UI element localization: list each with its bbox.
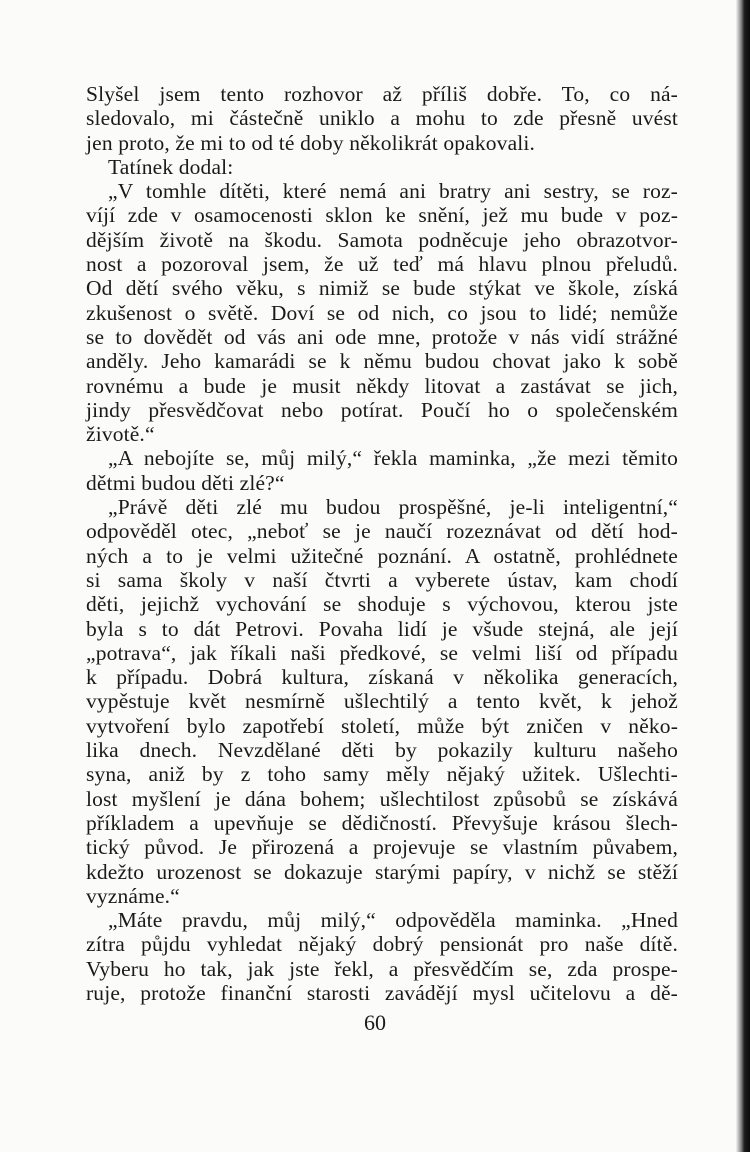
text-line: Slyšel jsem tento rozhovor až příliš dobře. To, co ná- — [86, 82, 678, 106]
text-line: anděly. Jeho kamarádi se k němu budou chovat jako k sobě — [86, 349, 678, 374]
text-line: vytvoření bylo zapotřebí století, může být zničen v něko- — [86, 713, 678, 738]
text-line: dějším životě na škodu. Samota podněcuje jeho obrazotvor- — [86, 227, 678, 252]
text-line: děti, jejichž vychování se shoduje s výchovou, kterou jste — [86, 592, 678, 617]
text-line: „potrava“, jak říkali naši předkové, se velmi liší od případu — [86, 640, 678, 665]
text-line: vypěstuje květ nesmírně ušlechtilý a tento květ, k jehož — [86, 689, 678, 714]
text-line: k případu. Dobrá kultura, získaná v několika generacích, — [86, 665, 678, 690]
text-line: syna, aniž by z toho samy měly nějaký užitek. Ušlechti- — [86, 762, 678, 787]
text-line: zítra půjdu vyhledat nějaký dobrý pensionát pro naše dítě. — [86, 932, 678, 957]
text-line: Tatínek dodal: — [108, 154, 234, 179]
text-line: sledovalo, mi částečně uniklo a mohu to zde přesně uvést — [86, 106, 678, 131]
text-line: jen proto, že mi to od té doby několikrát opakovali. — [86, 130, 536, 155]
text-line: kdežto urozenost se dokazuje starými papíry, v nichž se stěží — [86, 859, 678, 884]
text-line: nost a pozoroval jsem, že už teď má hlavu plnou přeludů. — [86, 252, 678, 277]
text-line: příkladem a upevňuje se dědičností. Převyšuje krásou šlech- — [86, 810, 678, 835]
text-line: zkušenost o světě. Doví se od nich, co jsou to lidé; nemůže — [86, 300, 678, 325]
text-line: tický původ. Je přirozená a projevuje se vlastním půvabem, — [86, 835, 678, 860]
binding-edge — [736, 0, 750, 1152]
text-line: jindy přesvědčovat nebo potírat. Poučí ho o společenském — [86, 397, 678, 422]
page-number: 60 — [364, 1010, 386, 1035]
text-line: Od dětí svého věku, s nimiž se bude stýkat ve škole, získá — [86, 276, 678, 301]
text-line: se to dovědět od vás ani ode mne, protože v nás vidí strážné — [86, 324, 678, 349]
text-line: vyznáme.“ — [86, 883, 180, 908]
text-line: životě.“ — [86, 422, 155, 447]
text-line: ruje, protože finanční starosti zavádějí mysl učitelovu a dě- — [86, 980, 678, 1005]
text-line: „Máte pravdu, můj milý,“ odpověděla maminka. „Hned — [108, 908, 678, 933]
text-line: „Právě děti zlé mu budou prospěšné, je-li inteligentní,“ — [108, 495, 678, 520]
text-line: lika dnech. Nevzdělané děti by pokazily kulturu našeho — [86, 738, 678, 763]
text-line: byla s to dát Petrovi. Povaha lidí je všude stejná, ale její — [86, 616, 678, 641]
text-line: lost myšlení je dána bohem; ušlechtilost způsobů se získává — [86, 786, 678, 811]
body-text — [86, 82, 678, 1005]
text-line: si sama školy v naší čtvrti a vyberete ústav, kam chodí — [86, 567, 678, 592]
text-line: ných a to je velmi užitečné poznání. A ostatně, prohlédnete — [86, 543, 678, 568]
text-line: rovnému a bude je musit někdy litovat a zastávat se jich, — [86, 373, 678, 398]
text-line: „V tomhle dítěti, které nemá ani bratry ani sestry, se roz- — [108, 179, 678, 204]
text-line: „A nebojíte se, můj milý,“ řekla maminka, „že mezi těmito — [108, 446, 678, 471]
text-line: Vyberu ho tak, jak jste řekl, a přesvědčím se, zda prospe- — [86, 956, 678, 981]
text-line: dětmi budou děti zlé?“ — [86, 470, 285, 495]
text-line: víjí zde v osamocenosti sklon ke snění, jež mu bude v poz- — [86, 203, 678, 228]
text-line: odpověděl otec, „neboť se je naučí rozeznávat od dětí hod- — [86, 519, 678, 544]
